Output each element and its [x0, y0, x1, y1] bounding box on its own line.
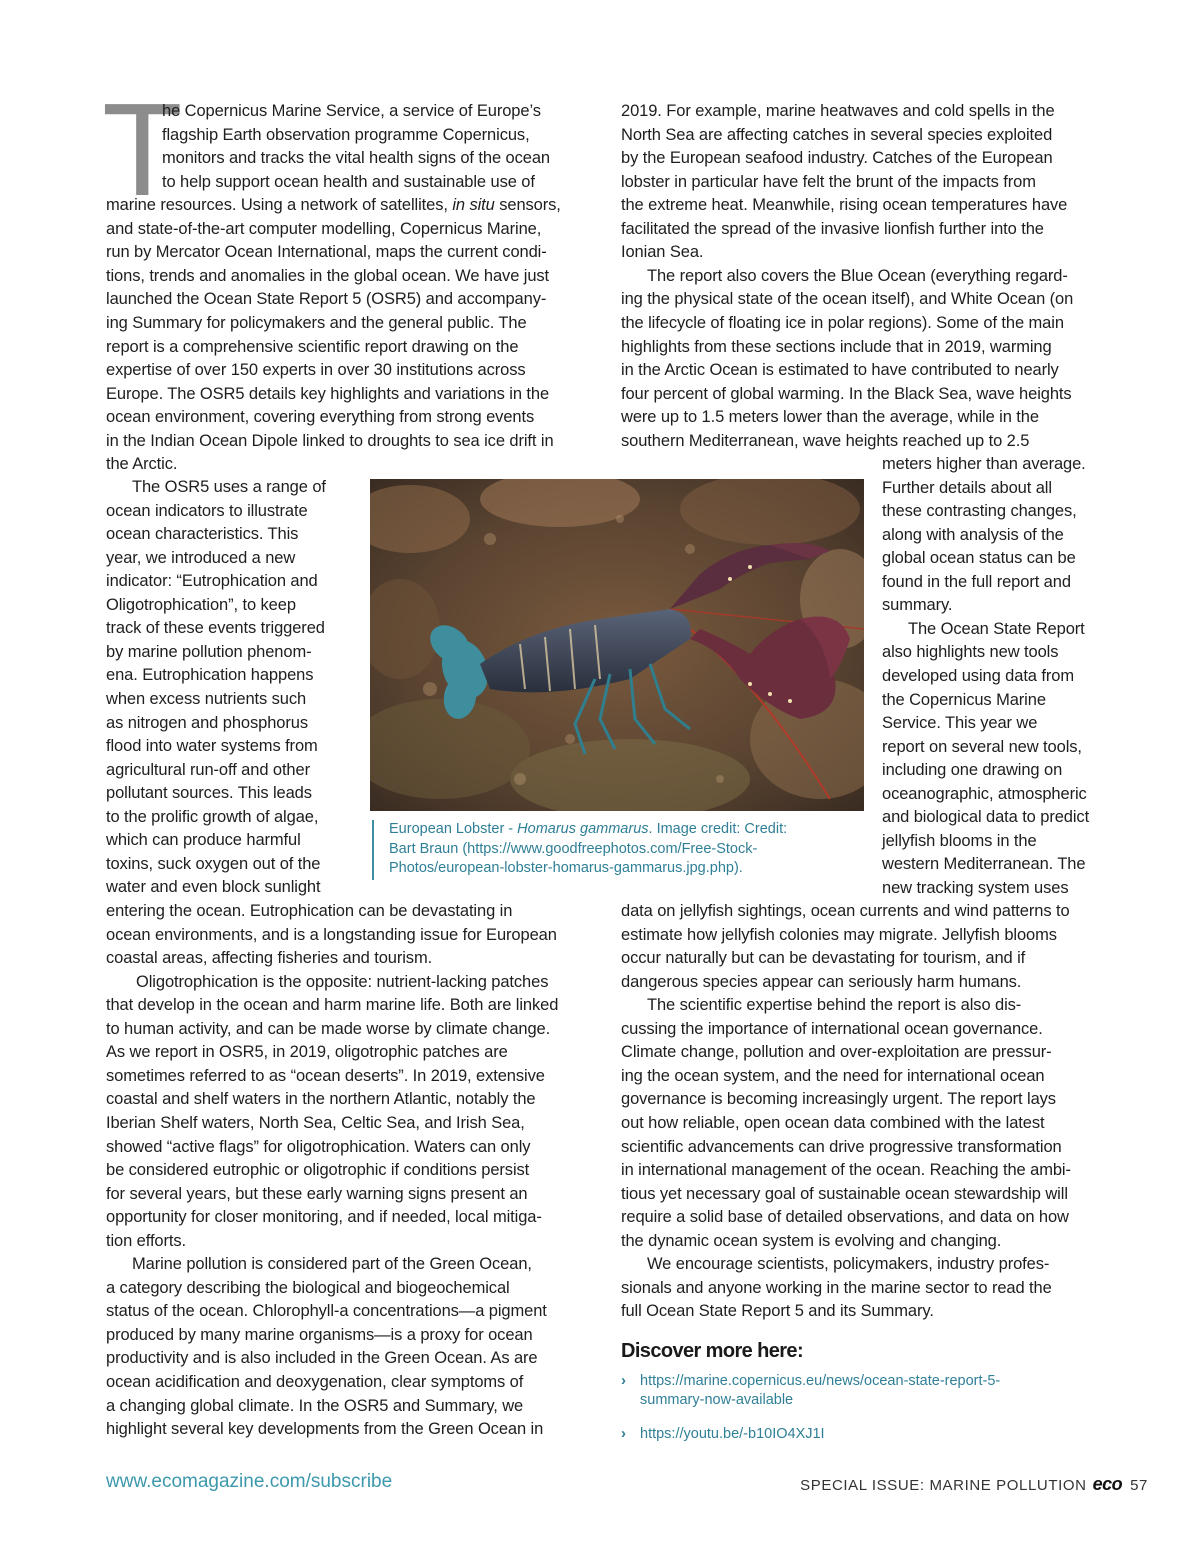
text-line: coastal areas, affecting fisheries and tourism. — [106, 949, 433, 968]
photo-caption — [372, 820, 866, 880]
text-line: Further details about all — [882, 478, 1052, 497]
text-line: found in the full report and — [882, 572, 1071, 591]
text-line: and state-of-the-art computer modelling, Copernicus Marine, — [106, 219, 542, 238]
text-line: be considered eutrophic or oligotrophic if conditions persist — [106, 1161, 530, 1180]
text-fragment: marine resources. Using a network of satellites, — [106, 196, 453, 215]
text-line: a changing global climate. In the OSR5 and Summary, we — [106, 1396, 524, 1415]
text-line: expertise of over 150 experts in over 30 institutions across — [106, 361, 526, 380]
lobster-photo — [370, 479, 864, 811]
caption-line-1: European Lobster - Homarus gammarus. Image credit: Credit: — [389, 821, 788, 837]
text-line: data on jellyfish sightings, ocean currents and wind patterns to — [621, 902, 1070, 920]
chevron-right-icon: › — [621, 1372, 626, 1389]
text-line: showed “active flags” for oligotrophication. Waters can only — [106, 1137, 531, 1156]
text-line: water and even block sunlight — [106, 878, 321, 897]
text-line: coastal and shelf waters in the northern Atlantic, notably the — [106, 1090, 536, 1109]
chevron-right-icon: › — [621, 1425, 626, 1442]
text-line: the dynamic ocean system is evolving and changing. — [621, 1231, 1002, 1250]
text-line: including one drawing on — [882, 761, 1063, 780]
text-line: Service. This year we — [882, 714, 1038, 733]
text-line: four percent of global warming. In the Black Sea, wave heights — [621, 384, 1072, 403]
text-line: highlight several key developments from the Green Ocean in — [106, 1420, 544, 1439]
text-line: the extreme heat. Meanwhile, rising ocean temperatures have — [621, 196, 1068, 215]
text-line: by marine pollution phenom- — [106, 642, 312, 661]
discover-heading: Discover more here: — [621, 1340, 804, 1362]
text-line — [106, 194, 561, 218]
text-line: status of the ocean. Chlorophyll-a concentrations—a pigment — [106, 1302, 547, 1321]
text-line: monitors and tracks the vital health signs of the ocean — [162, 149, 550, 168]
text-line: The Ocean State Report — [908, 619, 1085, 638]
text-fragment: sensors, — [494, 196, 561, 215]
footer-issue-info — [800, 1474, 1148, 1495]
text-line: in the Arctic Ocean is estimated to have contributed to nearly — [621, 361, 1059, 380]
text-line: southern Mediterranean, wave heights reached up to 2.5 — [621, 431, 1030, 450]
text-line: lobster in particular have felt the brunt of the impacts from — [621, 172, 1036, 191]
issue-label: SPECIAL ISSUE: MARINE POLLUTION — [800, 1477, 1087, 1494]
text-line: in international management of the ocean. Reaching the ambi- — [621, 1161, 1071, 1180]
text-line: run by Mercator Ocean International, maps the current condi- — [106, 243, 547, 262]
caption-line-3: Photos/european-lobster-homarus-gammarus.jpg.php). — [389, 860, 743, 876]
text-line: ing Summary for policymakers and the general public. The — [106, 313, 527, 332]
text-line: to human activity, and can be made worse by climate change. — [106, 1019, 551, 1038]
text-line: occur naturally but can be devastating for tourism, and if — [621, 949, 1026, 968]
text-line: sometimes referred to as “ocean deserts”. In 2019, extensive — [106, 1066, 545, 1085]
text-line: Climate change, pollution and over-exploitation are pressur- — [621, 1043, 1052, 1062]
text-line: productivity and is also included in the Green Ocean. As are — [106, 1349, 538, 1368]
text-line: and biological data to predict — [882, 808, 1090, 827]
text-line: The OSR5 uses a range of — [132, 478, 326, 496]
text-line: flood into water systems from — [106, 737, 318, 756]
text-line: North Sea are affecting catches in several species exploited — [621, 125, 1053, 144]
text-line: Oligotrophication is the opposite: nutrient-lacking patches — [136, 972, 549, 991]
text-line: he Copernicus Marine Service, a service of Europe’s — [162, 102, 541, 120]
text-line: oceanographic, atmospheric — [882, 784, 1087, 803]
text-line: by the European seafood industry. Catches of the European — [621, 149, 1053, 168]
text-line: jellyfish blooms in the — [882, 831, 1037, 850]
text-line: As we report in OSR5, in 2019, oligotrophic patches are — [106, 1043, 508, 1062]
text-line: new tracking system uses — [882, 878, 1069, 897]
text-line: require a solid base of detailed observations, and data on how — [621, 1208, 1069, 1227]
text-line: to the prolific growth of algae, — [106, 807, 319, 826]
text-line: dangerous species appear can seriously harm humans. — [621, 972, 1022, 991]
text-line: summary. — [882, 596, 953, 615]
text-line: Europe. The OSR5 details key highlights and variations in the — [106, 384, 550, 403]
text-line: Oligotrophication”, to keep — [106, 595, 296, 614]
text-line: launched the Ocean State Report 5 (OSR5) and accompany- — [106, 290, 547, 309]
text-line: ena. Eutrophication happens — [106, 666, 314, 685]
text-line: tion efforts. — [106, 1231, 187, 1250]
text-line: developed using data from — [882, 666, 1074, 685]
text-line: these contrasting changes, — [882, 502, 1077, 521]
text-line: produced by many marine organisms—is a proxy for ocean — [106, 1325, 533, 1344]
text-line: ing the ocean system, and the need for international ocean — [621, 1066, 1045, 1085]
text-line: global ocean status can be — [882, 549, 1076, 568]
text-line: tious yet necessary goal of sustainable ocean stewardship will — [621, 1184, 1068, 1203]
text-line: toxins, suck oxygen out of the — [106, 854, 321, 873]
eco-logo: eco — [1092, 1474, 1123, 1494]
text-line: ocean environments, and is a longstanding issue for European — [106, 925, 557, 944]
text-line: governance is becoming increasingly urgent. The report lays — [621, 1090, 1056, 1109]
text-line: western Mediterranean. The — [882, 855, 1086, 874]
text-line: for several years, but these early warning signs present an — [106, 1184, 528, 1203]
text-line: The scientific expertise behind the report is also dis- — [647, 996, 1022, 1015]
text-line: out how reliable, open ocean data combined with the latest — [621, 1113, 1045, 1132]
text-line: ocean indicators to illustrate — [106, 501, 308, 520]
text-line: The report also covers the Blue Ocean (everything regard- — [647, 266, 1068, 285]
text-line: also highlights new tools — [882, 643, 1059, 662]
text-line: estimate how jellyfish colonies may migrate. Jellyfish blooms — [621, 925, 1057, 944]
caption-line-2: Bart Braun (https://www.goodfreephotos.com/Free-Stock- — [389, 840, 758, 857]
text-line: sionals and anyone working in the marine sector to read the — [621, 1278, 1052, 1297]
text-line: the Arctic. — [106, 455, 178, 474]
text-line: flagship Earth observation programme Copernicus, — [162, 125, 530, 144]
footer-subscribe-link[interactable]: www.ecomagazine.com/subscribe — [106, 1471, 393, 1492]
text-line: ocean environment, covering everything from strong events — [106, 408, 535, 427]
text-line: cussing the importance of international ocean governance. — [621, 1019, 1043, 1038]
page-number: 57 — [1130, 1477, 1148, 1494]
text-line: as nitrogen and phosphorus — [106, 713, 308, 732]
text-line: report is a comprehensive scientific report drawing on the — [106, 337, 519, 356]
text-line: meters higher than average. — [882, 455, 1086, 473]
text-line: agricultural run-off and other — [106, 760, 310, 779]
drop-cap: T — [102, 76, 183, 223]
text-line: entering the ocean. Eutrophication can be devastating in — [106, 902, 513, 920]
text-line: ocean acidification and deoxygenation, clear symptoms of — [106, 1373, 524, 1391]
text-line: full Ocean State Report 5 and its Summary. — [621, 1302, 934, 1321]
species-name: Homarus gammarus — [517, 821, 649, 837]
text-line: the lifecycle of floating ice in polar regions). Some of the main — [621, 313, 1064, 332]
link-text[interactable]: https://marine.copernicus.eu/news/ocean-state-report-5- summary-now-available — [640, 1373, 1001, 1408]
text-line: track of these events triggered — [106, 619, 325, 638]
text-line: a category describing the biological and biogeochemical — [106, 1278, 510, 1297]
link-text[interactable]: https://youtu.be/-b10IO4XJ1I — [640, 1426, 825, 1442]
text-line: scientific advancements can drive progressive transformation — [621, 1137, 1062, 1156]
text-line: 2019. For example, marine heatwaves and cold spells in the — [621, 102, 1055, 120]
text-line: highlights from these sections include that in 2019, warming — [621, 337, 1052, 356]
text-line: ing the physical state of the ocean itself), and White Ocean (on — [621, 290, 1074, 309]
text-line: report on several new tools, — [882, 737, 1082, 756]
text-line: We encourage scientists, policymakers, industry profes- — [647, 1255, 1050, 1274]
italic-term: in situ — [452, 196, 495, 215]
text-line: tions, trends and anomalies in the global ocean. We have just — [106, 266, 550, 285]
text-line: facilitated the spread of the invasive lionfish further into the — [621, 219, 1044, 238]
text-line: Ionian Sea. — [621, 243, 704, 262]
text-line: Marine pollution is considered part of the Green Ocean, — [132, 1255, 532, 1274]
text-line: pollutant sources. This leads — [106, 784, 312, 803]
text-line: which can produce harmful — [106, 831, 301, 850]
text-line: indicator: “Eutrophication and — [106, 572, 318, 591]
text-line: along with analysis of the — [882, 525, 1064, 544]
text-line: were up to 1.5 meters lower than the average, while in the — [621, 408, 1039, 427]
text-line: ocean characteristics. This — [106, 525, 299, 544]
text-line: Iberian Shelf waters, North Sea, Celtic Sea, and Irish Sea, — [106, 1113, 525, 1132]
text-line: the Copernicus Marine — [882, 690, 1046, 709]
text-line: in the Indian Ocean Dipole linked to droughts to sea ice drift in — [106, 431, 554, 450]
text-line: when excess nutrients such — [106, 689, 307, 708]
text-line: that develop in the ocean and harm marine life. Both are linked — [106, 996, 559, 1015]
text-line: opportunity for closer monitoring, and if needed, local mitiga- — [106, 1208, 542, 1227]
text-line: year, we introduced a new — [106, 548, 296, 567]
text-line: to help support ocean health and sustainable use of — [162, 172, 535, 191]
